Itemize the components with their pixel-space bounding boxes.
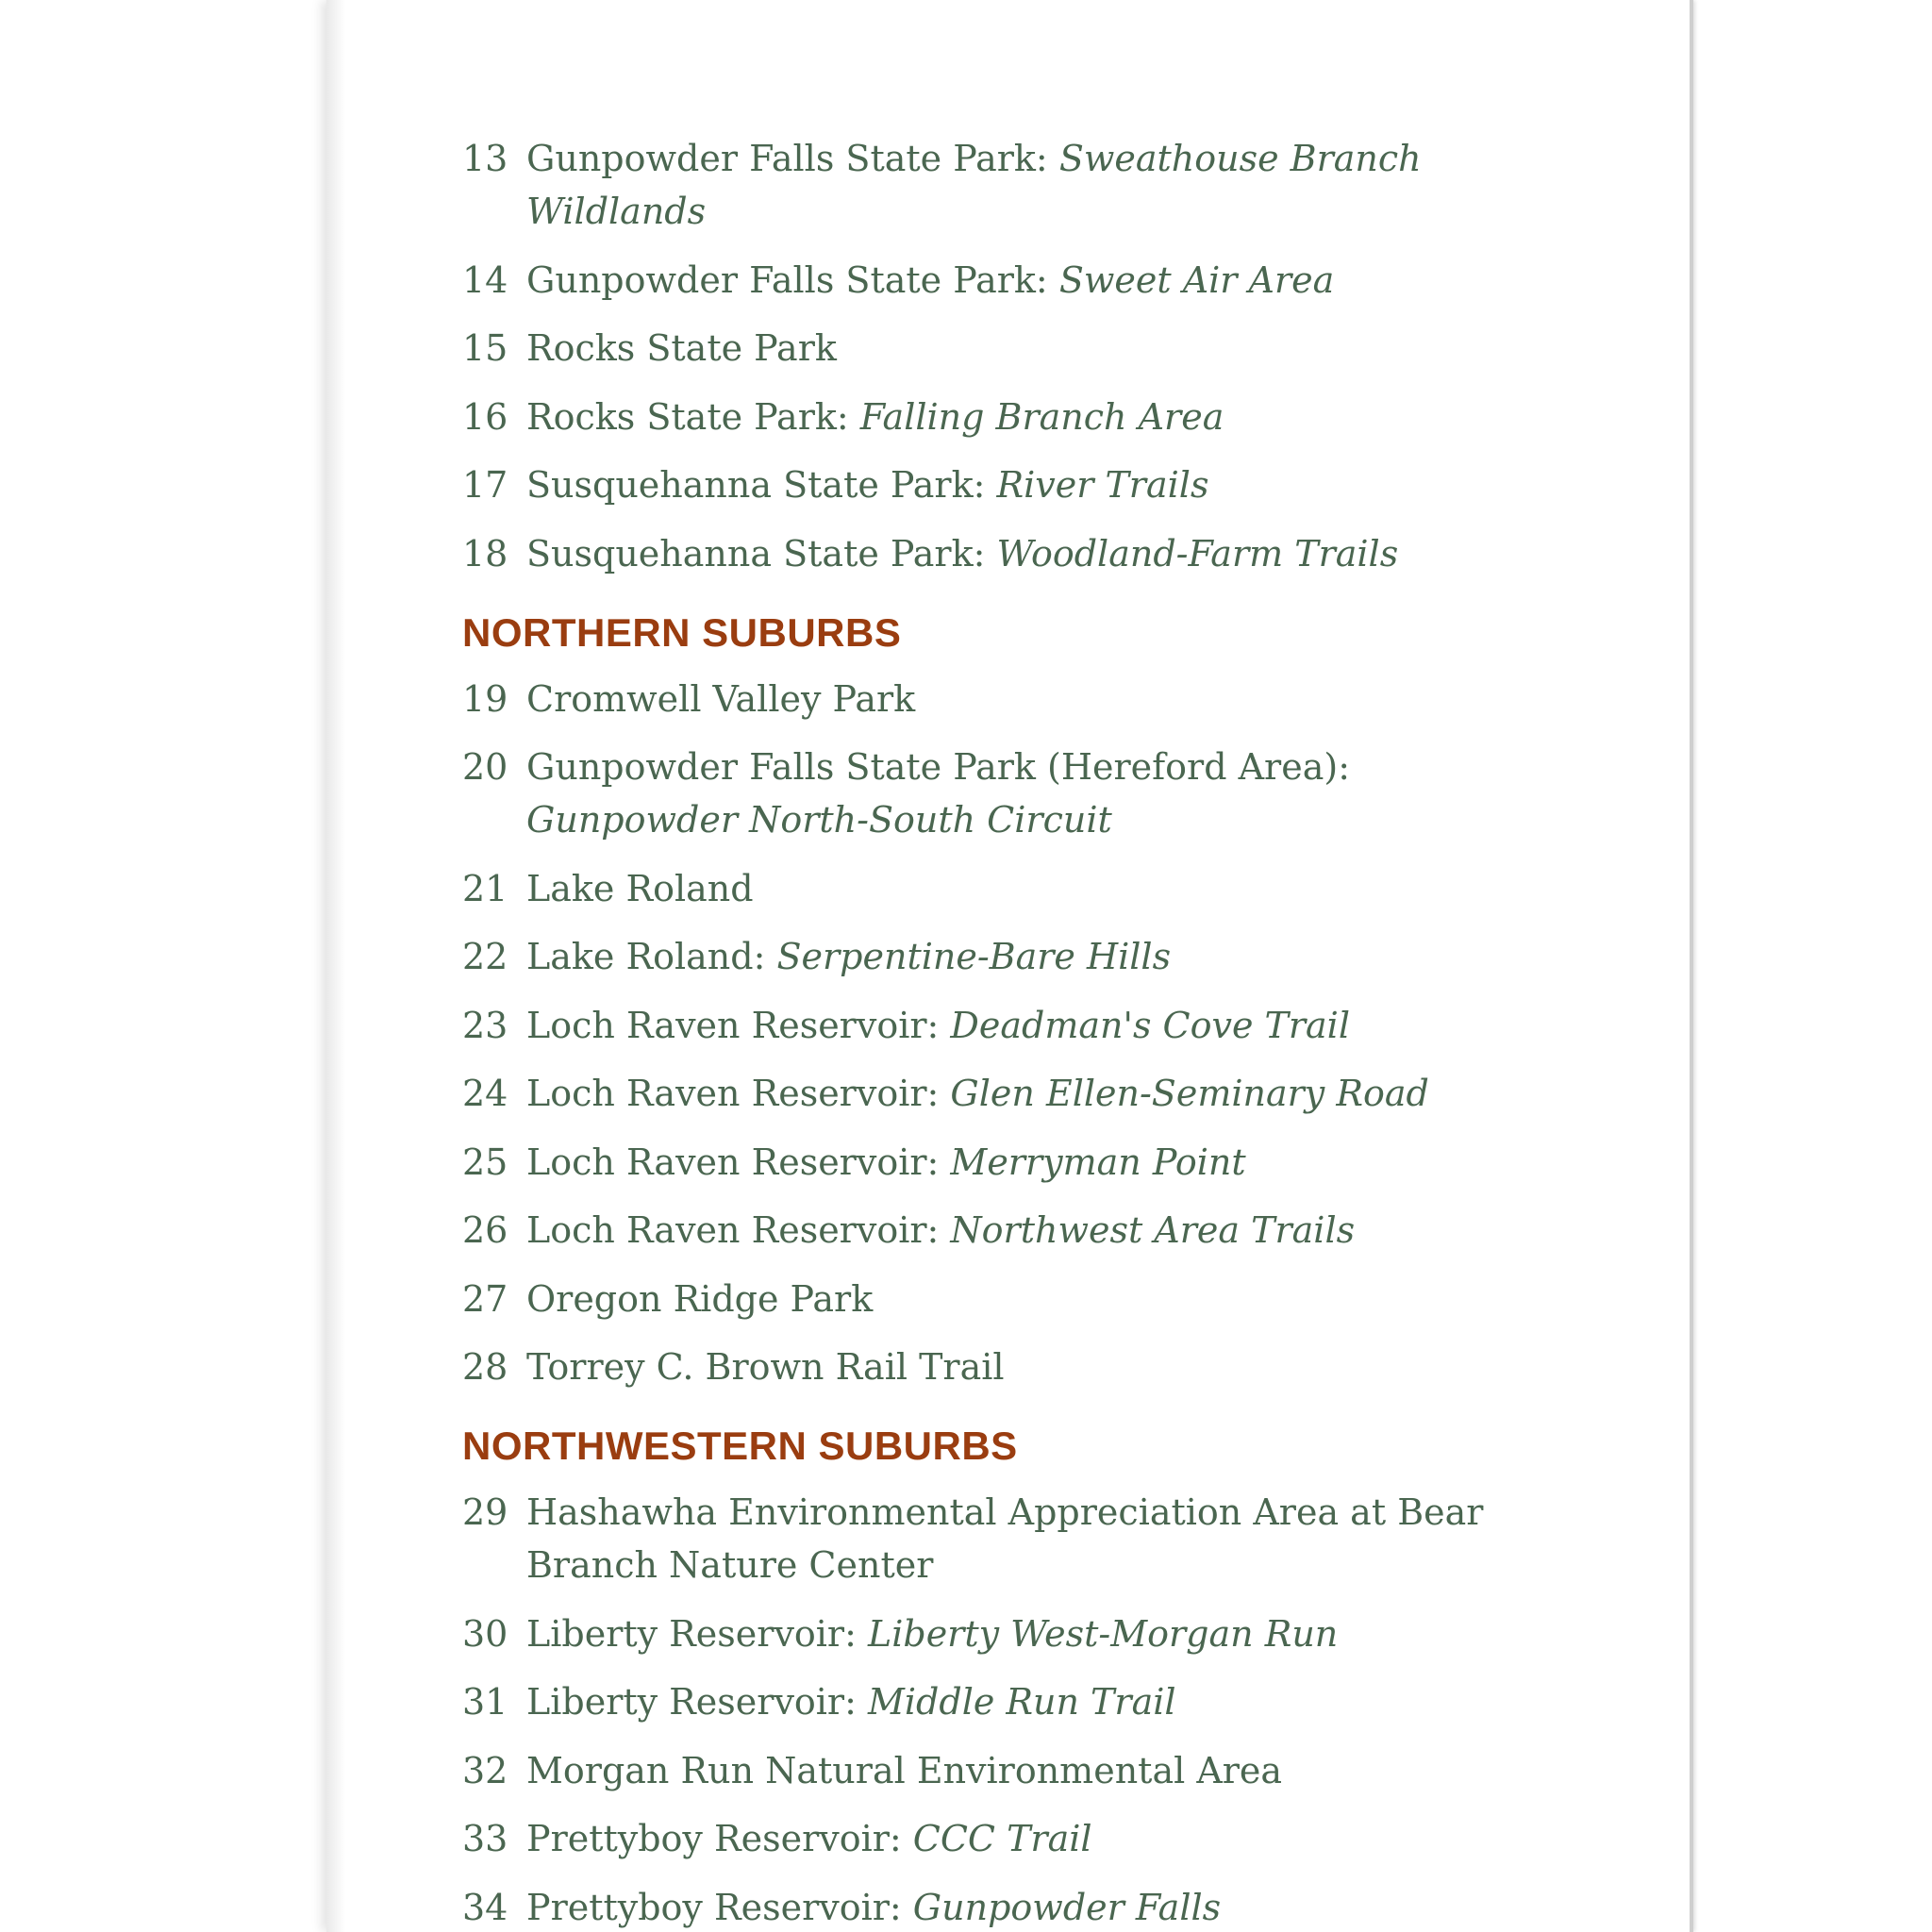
toc-entry-subtitle: Falling Branch Area	[859, 395, 1224, 438]
toc-entry-title	[526, 1881, 1557, 1932]
toc-entry-title	[526, 1067, 1557, 1120]
toc-entry-number: 22	[462, 936, 508, 977]
toc-entry-number: 32	[462, 1749, 508, 1791]
toc-entry	[462, 1273, 1557, 1325]
toc-entry-subtitle: Middle Run Trail	[867, 1681, 1176, 1723]
toc-entry-number: 26	[462, 1209, 508, 1251]
toc-entry-park-name: Loch Raven Reservoir:	[526, 1141, 951, 1183]
toc-entry-subtitle: Sweathouse Branch Wildlands	[526, 138, 1422, 232]
toc-entry-title	[526, 254, 1557, 307]
toc-entry-park-name: Gunpowder Falls State Park:	[526, 138, 1059, 179]
toc-entry-title	[526, 741, 1557, 846]
table-of-contents	[462, 132, 1557, 1932]
toc-entry-park-name: Rocks State Park	[526, 327, 837, 369]
section-heading-northern-suburbs: NORTHERN SUBURBS	[462, 609, 902, 655]
toc-entry-subtitle: CCC Trail	[912, 1818, 1092, 1859]
toc-list-top	[462, 132, 1557, 580]
toc-entry-park-name: Gunpowder Falls State Park:	[526, 258, 1059, 301]
toc-entry-subtitle: Glen Ellen-Seminary Road	[950, 1073, 1429, 1114]
toc-entry-park-name: Loch Raven Reservoir:	[526, 1004, 951, 1046]
toc-entry-title	[526, 1486, 1557, 1591]
toc-list-northern-suburbs	[462, 673, 1557, 1394]
toc-entry-title	[526, 1136, 1557, 1189]
toc-entry	[462, 673, 1557, 725]
toc-entry-number: 18	[462, 532, 508, 575]
toc-entry-title	[526, 1744, 1557, 1797]
toc-entry-number: 16	[462, 395, 508, 438]
toc-entry-subtitle: Gunpowder Falls	[912, 1886, 1222, 1928]
toc-entry-number: 20	[462, 746, 508, 788]
toc-entry	[462, 1607, 1557, 1660]
toc-entry-subtitle: Deadman's Cove Trail	[950, 1004, 1350, 1046]
toc-entry-number: 23	[462, 1004, 508, 1046]
toc-entry-title	[526, 1812, 1557, 1865]
page-right-edge	[1690, 0, 1693, 1932]
toc-entry-number: 31	[462, 1681, 508, 1723]
toc-entry-title	[526, 999, 1557, 1052]
toc-entry-subtitle: Merryman Point	[950, 1141, 1246, 1183]
toc-entry	[462, 1675, 1557, 1728]
toc-entry	[462, 862, 1557, 915]
toc-entry-park-name: Cromwell Valley Park	[526, 677, 916, 720]
toc-entry	[462, 527, 1557, 580]
toc-entry-park-name: Loch Raven Reservoir:	[526, 1209, 951, 1251]
toc-entry	[462, 1812, 1557, 1865]
toc-entry-title	[526, 391, 1557, 443]
toc-entry-park-name: Torrey C. Brown Rail Trail	[526, 1346, 1005, 1388]
toc-entry-title	[526, 1607, 1557, 1660]
toc-entry-title	[526, 1341, 1557, 1393]
toc-entry	[462, 391, 1557, 443]
page-binding-shadow	[326, 0, 345, 1932]
toc-entry-park-name: Susquehanna State Park:	[526, 464, 997, 506]
toc-entry-title	[526, 322, 1557, 375]
toc-entry-park-name: Lake Roland:	[526, 936, 777, 977]
toc-entry-title	[526, 527, 1557, 580]
toc-entry-title	[526, 862, 1557, 915]
toc-entry-park-name: Morgan Run Natural Environmental Area	[526, 1749, 1283, 1791]
toc-entry-title	[526, 673, 1557, 725]
toc-entry-subtitle: Liberty West-Morgan Run	[867, 1612, 1339, 1655]
toc-entry-number: 14	[462, 258, 508, 301]
toc-entry	[462, 741, 1557, 846]
toc-entry-number: 29	[462, 1491, 508, 1533]
toc-entry-number: 19	[462, 677, 508, 720]
toc-entry-park-name: Prettyboy Reservoir:	[526, 1886, 913, 1928]
toc-entry-park-name: Oregon Ridge Park	[526, 1277, 874, 1320]
toc-entry-subtitle: Gunpowder North-South Circuit	[526, 799, 1112, 841]
toc-entry-subtitle: River Trails	[996, 464, 1209, 506]
toc-entry-number: 13	[462, 138, 508, 179]
toc-list-northwestern-suburbs	[462, 1486, 1557, 1932]
toc-entry-park-name: Rocks State Park:	[526, 395, 860, 438]
toc-entry	[462, 1136, 1557, 1189]
toc-entry-park-name: Lake Roland	[526, 867, 754, 909]
toc-entry-title	[526, 930, 1557, 983]
toc-entry-number: 34	[462, 1886, 508, 1928]
toc-entry-park-name: Hashawha Environmental Appreciation Area at Bear Branch Nature Center	[526, 1491, 1484, 1586]
toc-entry-park-name: Prettyboy Reservoir:	[526, 1818, 913, 1859]
toc-entry-park-name: Liberty Reservoir:	[526, 1612, 868, 1655]
toc-entry	[462, 1341, 1557, 1393]
toc-entry-number: 28	[462, 1346, 508, 1388]
toc-entry-number: 33	[462, 1818, 508, 1859]
toc-entry-subtitle: Woodland-Farm Trails	[996, 532, 1399, 575]
toc-entry	[462, 254, 1557, 307]
toc-entry-title	[526, 1204, 1557, 1257]
toc-entry	[462, 1486, 1557, 1591]
toc-entry	[462, 1067, 1557, 1120]
toc-entry	[462, 1744, 1557, 1797]
toc-entry-number: 17	[462, 464, 508, 506]
toc-entry-number: 27	[462, 1277, 508, 1320]
toc-entry-title	[526, 458, 1557, 511]
toc-entry	[462, 1204, 1557, 1257]
toc-entry	[462, 930, 1557, 983]
toc-entry-title	[526, 132, 1557, 238]
toc-entry	[462, 1881, 1557, 1932]
toc-entry-park-name: Gunpowder Falls State Park (Hereford Area):	[526, 746, 1350, 788]
toc-entry-subtitle: Northwest Area Trails	[950, 1209, 1356, 1251]
toc-entry-number: 21	[462, 867, 508, 909]
section-heading-northwestern-suburbs: NORTHWESTERN SUBURBS	[462, 1424, 1018, 1468]
toc-entry-title	[526, 1273, 1557, 1325]
toc-entry-number: 30	[462, 1612, 508, 1655]
toc-entry-number: 24	[462, 1073, 508, 1114]
toc-entry-subtitle: Sweet Air Area	[1058, 258, 1335, 301]
toc-entry-park-name: Liberty Reservoir:	[526, 1681, 868, 1723]
toc-entry	[462, 132, 1557, 238]
toc-entry-title	[526, 1675, 1557, 1728]
toc-entry-subtitle: Serpentine-Bare Hills	[776, 936, 1172, 977]
toc-entry	[462, 458, 1557, 511]
toc-entry-number: 15	[462, 327, 508, 369]
toc-entry-number: 25	[462, 1141, 508, 1183]
toc-entry-park-name: Susquehanna State Park:	[526, 532, 997, 575]
toc-entry	[462, 999, 1557, 1052]
toc-entry	[462, 322, 1557, 375]
toc-entry-park-name: Loch Raven Reservoir:	[526, 1073, 951, 1114]
